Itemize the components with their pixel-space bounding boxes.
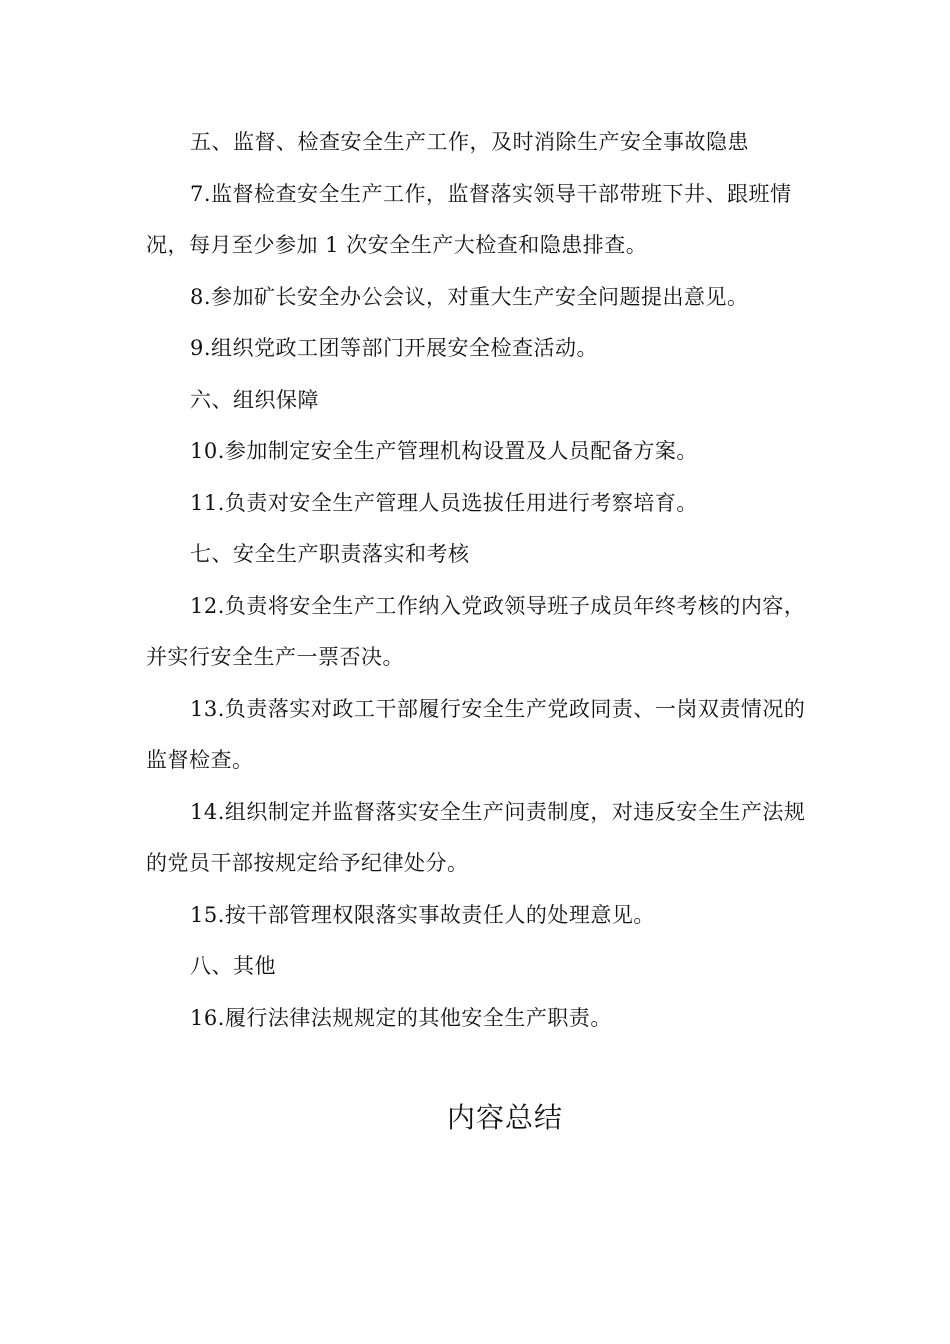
clause-16: 16.履行法律法规规定的其他安全生产职责。 (190, 1005, 612, 1030)
section-heading-8: 八、其他 (190, 954, 276, 978)
document-body (146, 117, 806, 1044)
section-heading-5: 五、监督、检查安全生产工作，及时消除生产安全事故隐患 (190, 130, 749, 154)
section-heading-6: 六、组织保障 (190, 387, 319, 412)
clause-10: 10.参加制定安全生产管理机构设置及人员配备方案。 (190, 439, 698, 463)
clause-14: 14.组织制定并监督落实安全生产问责制度，对违反安全生产法规的党员干部按规定给予纪律处分。 (146, 799, 806, 875)
clause-15: 15.按干部管理权限落实事故责任人的处理意见。 (190, 902, 655, 927)
clause-13: 13.负责落实对政工干部履行安全生产党政同责、一岗双责情况的监督检查。 (146, 696, 806, 772)
summary-title: 内容总结 (446, 1101, 563, 1134)
clause-9: 9.组织党政工团等部门开展安全检查活动。 (190, 336, 599, 360)
section-heading-7: 七、安全生产职责落实和考核 (190, 542, 470, 566)
clause-11: 11.负责对安全生产管理人员选拔任用进行考察培育。 (190, 490, 698, 515)
clause-7: 7.监督检查安全生产工作，监督落实领导干部带班下井、跟班情况，每月至少参加 1 次安全生产大检查和隐患排查。 (146, 181, 792, 257)
clause-12: 12.负责将安全生产工作纳入党政领导班子成员年终考核的内容，并实行安全生产一票否决。 (146, 593, 806, 669)
clause-8: 8.参加矿长安全办公会议，对重大生产安全问题提出意见。 (190, 284, 749, 309)
